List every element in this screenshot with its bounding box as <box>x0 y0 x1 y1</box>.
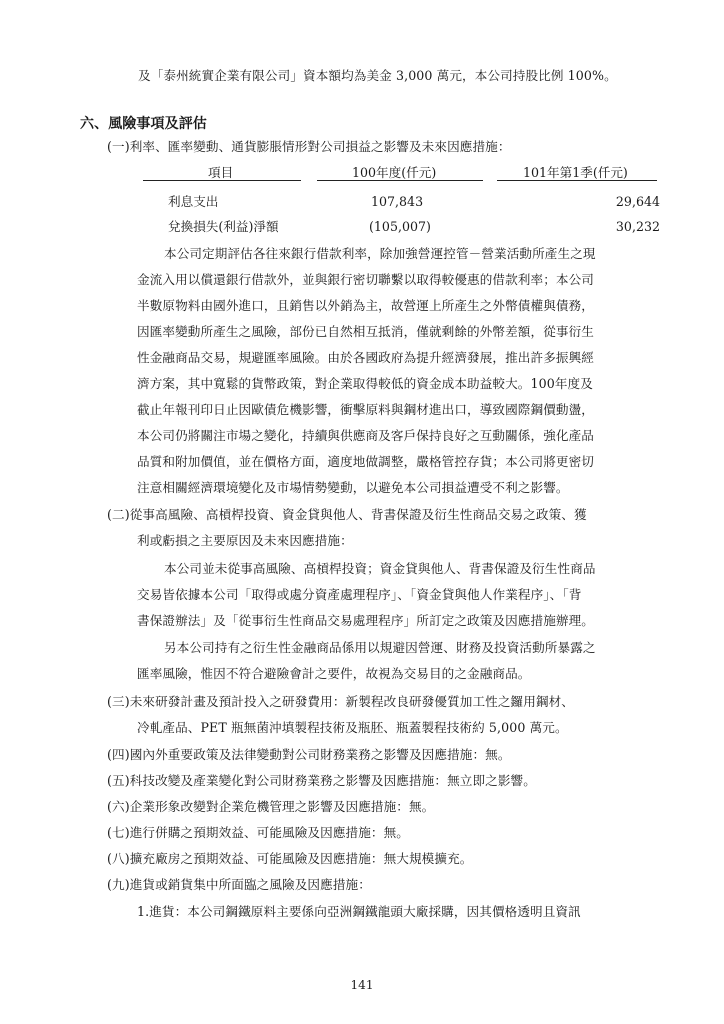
table-cell-value: 107,843 <box>371 194 424 209</box>
subsection-heading: (五)科技改變及產業變化對公司財務業務之影響及因應措施：無立即之影響。 <box>107 773 536 788</box>
paragraph-line: 截止年報刊印日止因歐債危機影響，衝擊原料與鋼材進出口，導致國際鋼價動盪， <box>137 402 594 417</box>
table-header-item: 項目 <box>208 165 234 180</box>
paragraph-line: 書保證辦法」及「從事衍生性商品交易處理程序」所訂定之政策及因應措施辦理。 <box>137 613 594 628</box>
paragraph-line: 半數原物料由國外進口，且銷售以外銷為主，故營運上所產生之外幣債權與債務， <box>137 298 594 313</box>
subsection-heading: (九)進貨或銷貨集中所面臨之風險及因應措施： <box>107 877 371 892</box>
paragraph-line: 本公司並未從事高風險、高槓桿投資；資金貸與他人、背書保證及衍生性商品 <box>164 561 596 576</box>
paragraph-line: 因匯率變動所產生之風險，部份已自然相互抵消，僅就剩餘的外幣差額，從事衍生 <box>137 324 594 339</box>
subsection-heading: (八)擴充廠房之預期效益、可能風險及因應措施：無大規模擴充。 <box>107 851 473 866</box>
subsection-heading: (六)企業形象改變對企業危機管理之影響及因應措施：無。 <box>107 799 435 814</box>
paragraph-line: 金流入用以償還銀行借款外，並與銀行密切聯繫以取得較優惠的借款利率；本公司 <box>137 272 594 287</box>
paragraph-line: 品質和附加價值，並在價格方面，適度地做調整，嚴格管控存貨；本公司將更密切 <box>137 454 594 469</box>
table-header-rule <box>143 180 301 181</box>
table-header-rule <box>317 180 483 181</box>
table-cell-value: 29,644 <box>615 194 660 209</box>
paragraph-line: 匯率風險，惟因不符合避險會計之要件，故視為交易目的之金融商品。 <box>137 666 531 681</box>
subsection-heading: 利或虧損之主要原因及未來因應措施： <box>137 533 353 548</box>
paragraph-line: 本公司定期評估各往來銀行借款利率，除加強營運控管－營業活動所產生之現 <box>164 246 596 261</box>
paragraph-line: 交易皆依據本公司「取得或處分資產處理程序」、「資金貸與他人作業程序」、「背 <box>137 587 582 602</box>
table-cell-label: 兌換損失(利益)淨額 <box>168 219 279 234</box>
table-cell-value: 30,232 <box>615 219 660 234</box>
paragraph-line: 注意相關經濟環境變化及市場情勢變動，以避免本公司損益遭受不利之影響。 <box>137 480 569 495</box>
paragraph-line: 濟方案，其中寬鬆的貨幣政策，對企業取得較低的資金成本助益較大。100年度及 <box>137 376 593 391</box>
section-heading: 六、風險事項及評估 <box>80 116 207 132</box>
subsection-heading: (三)未來研發計畫及預計投入之研發費用：新製程改良研發優質加工性之鑼用鋼材、 <box>107 694 575 709</box>
paragraph-line: 1.進貨：本公司鋼鐵原料主要係向亞洲鋼鐵龍頭大廠採購，因其價格透明且資訊 <box>137 904 581 919</box>
table-header-2012q1: 101年第1季(仟元) <box>523 165 628 180</box>
table-header-2011: 100年度(仟元) <box>352 165 437 180</box>
subsection-heading: (四)國內外重要政策及法律變動對公司財務業務之影響及因應措施：無。 <box>107 747 511 762</box>
paragraph-line: 本公司仍將關注市場之變化，持續與供應商及客戶保持良好之互動關係，強化產品 <box>137 428 594 443</box>
page-number: 141 <box>350 978 374 992</box>
table-header-rule <box>497 180 657 181</box>
table-cell-value: (105,007) <box>369 219 431 234</box>
subsection-heading: (七)進行併購之預期效益、可能風險及因應措施：無。 <box>107 825 409 840</box>
subsection-heading: (一)利率、匯率變動、通貨膨脹情形對公司損益之影響及未來因應措施： <box>107 139 511 154</box>
subsection-heading: (二)從事高風險、高槓桿投資、資金貸與他人、背書保證及衍生性商品交易之政策、獲 <box>107 507 587 522</box>
text-line: 及「泰州統實企業有限公司」資本額均為美金 3,000 萬元，本公司持股比例 100%。 <box>138 68 617 83</box>
paragraph-line: 另本公司持有之衍生性金融商品係用以規避因營運、財務及投資活動所暴露之 <box>164 640 596 655</box>
paragraph-line: 性金融商品交易，規避匯率風險。由於各國政府為提升經濟發展，推出許多振興經 <box>137 350 594 365</box>
table-cell-label: 利息支出 <box>168 194 219 209</box>
subsection-heading: 冷軋產品、PET 瓶無菌沖填製程技術及瓶胚、瓶蓋製程技術約 5,000 萬元。 <box>137 720 568 735</box>
